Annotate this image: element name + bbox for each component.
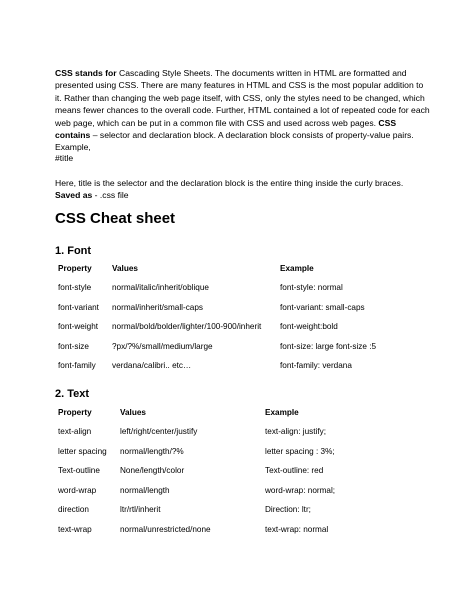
- cell-property: direction: [58, 505, 89, 514]
- cell-example: Text-outline: red: [265, 466, 324, 475]
- cell-property: word-wrap: [58, 485, 97, 495]
- cell-example: letter spacing : 3%;: [265, 446, 335, 456]
- cell-values: normal/italic/inherit/oblique: [112, 283, 209, 292]
- explanation-paragraph: [55, 177, 435, 202]
- cell-property: font-family: [58, 361, 96, 370]
- intro-paragraph: [55, 67, 430, 154]
- example-selector: #title: [55, 153, 74, 163]
- cell-example: font-size: large font-size :5: [280, 341, 377, 351]
- cell-example: font-style: normal: [280, 283, 343, 292]
- cell-property: font-weight: [58, 322, 99, 331]
- table-row: [58, 486, 395, 506]
- header-example: Example: [280, 264, 314, 273]
- font-section-title: 1. Font: [55, 245, 92, 257]
- table-row: [58, 283, 420, 303]
- intro-lead-bold: CSS stands for: [55, 68, 117, 78]
- cell-property: text-align: [58, 427, 92, 436]
- explanation-text: Here, title is the selector and the declaration block is the entire thing inside the curly braces.: [55, 178, 404, 188]
- saved-as-bold: Saved as: [55, 190, 93, 201]
- cell-property: text-wrap: [58, 524, 92, 534]
- cell-values: None/length/color: [120, 466, 185, 475]
- header-property: Property: [58, 264, 92, 273]
- cell-values: normal/length/?%: [120, 446, 184, 456]
- table-row: [58, 505, 395, 525]
- saved-as-text: - .css file: [92, 190, 129, 201]
- text-table: [58, 408, 395, 544]
- table-row: [58, 447, 395, 467]
- cell-property: font-size: [58, 341, 89, 351]
- cell-values: verdana/calibri.. etc…: [112, 361, 192, 370]
- text-section-title: 2. Text: [55, 388, 90, 400]
- cell-example: font-weight:bold: [280, 322, 338, 331]
- cell-values: ltr/rtl/inherit: [120, 505, 161, 514]
- intro-text-1: Cascading Style Sheets. The documents written in HTML are formatted and presented using CSS. There are many features in HTML and CSS is the most popular addition to it. Rather than changing the web page itself, with CSS, only the styles need to be changed, which means fewer chances to the overall code. Further, HTML contained a lot of repeated code for each web page, which can be put in a common file with CSS and used across web pages.: [55, 68, 430, 128]
- table-row: [58, 427, 395, 447]
- cell-values: left/right/center/justify: [120, 427, 198, 436]
- header-property: Property: [58, 408, 92, 417]
- cell-example: font-family: verdana: [280, 361, 352, 370]
- cell-example: Direction: ltr;: [265, 505, 311, 514]
- cell-property: font-style: [58, 283, 92, 292]
- cell-example: text-wrap: normal: [265, 524, 329, 534]
- header-values: Values: [120, 408, 146, 417]
- intro-contains-bold: CSS contains: [55, 117, 397, 141]
- table-row: [58, 466, 395, 486]
- table-header-row: [58, 408, 395, 427]
- table-row: [58, 361, 420, 381]
- table-row: [58, 525, 395, 545]
- cell-values: normal/inherit/small-caps: [112, 302, 204, 312]
- cell-values: normal/bold/bolder/lighter/100-900/inherit: [112, 322, 262, 331]
- cell-values: normal/length: [120, 485, 170, 495]
- header-example: Example: [265, 408, 299, 417]
- page-heading: CSS Cheat sheet: [55, 210, 176, 227]
- cell-example: text-align: justify;: [265, 427, 326, 436]
- cell-property: letter spacing: [58, 446, 107, 456]
- font-table: [58, 264, 420, 381]
- cell-property: font-variant: [58, 302, 99, 312]
- cell-values: normal/unrestricted/none: [120, 524, 211, 534]
- cell-values: ?px/?%/small/medium/large: [112, 341, 213, 351]
- table-header-row: [58, 264, 420, 283]
- table-row: [58, 342, 420, 362]
- intro-text-2: – selector and declaration block. A declaration block consists of property-value pairs. Example,: [55, 130, 414, 153]
- cell-property: Text-outline: [58, 466, 100, 475]
- cell-example: word-wrap: normal;: [265, 485, 336, 495]
- table-row: [58, 303, 420, 323]
- header-values: Values: [112, 264, 138, 273]
- cell-example: font-variant: small-caps: [280, 302, 365, 312]
- table-row: [58, 322, 420, 342]
